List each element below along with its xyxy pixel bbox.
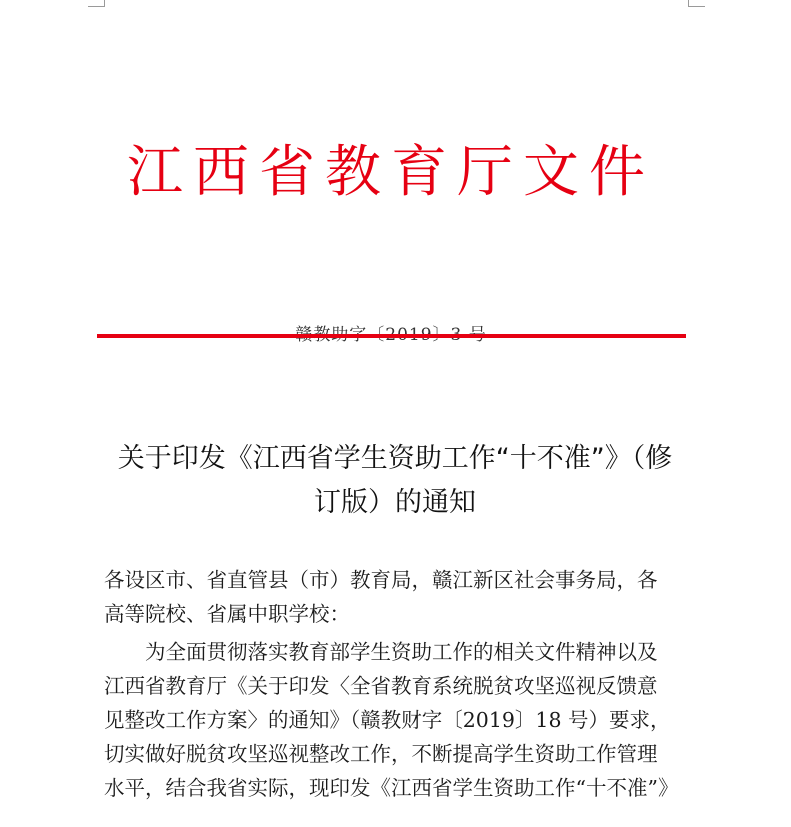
addressee-line-2: 高等院校、省属中职学校： [104, 602, 350, 626]
body-line-1: 为全面贯彻落实教育部学生资助工作的相关文件精神以及 [145, 640, 658, 664]
addressee-line-1: 各设区市、省直管县（市）教育局，赣江新区社会事务局，各 [104, 568, 658, 592]
notice-title [100, 437, 690, 525]
notice-body [104, 563, 688, 805]
notice-title-line-1: 关于印发《江西省学生资助工作“十不准”》（修 [117, 443, 673, 474]
document-masthead: 江西省教育厅文件 [127, 140, 655, 205]
crop-mark-left [88, 0, 105, 7]
crop-mark-right [688, 0, 705, 7]
notice-title-line-2: 订版）的通知 [314, 487, 476, 518]
body-line-5: 水平，结合我省实际，现印发《江西省学生资助工作“十不准”》 [104, 776, 679, 800]
body-line-4: 切实做好脱贫攻坚巡视整改工作，不断提高学生资助工作管理 [104, 742, 658, 766]
body-line-2: 江西省教育厅《关于印发〈全省教育系统脱贫攻坚巡视反馈意 [104, 674, 658, 698]
body-line-3: 见整改工作方案〉的通知》（赣教财字〔2019〕18 号）要求， [104, 708, 671, 732]
red-separator-line [97, 334, 686, 338]
